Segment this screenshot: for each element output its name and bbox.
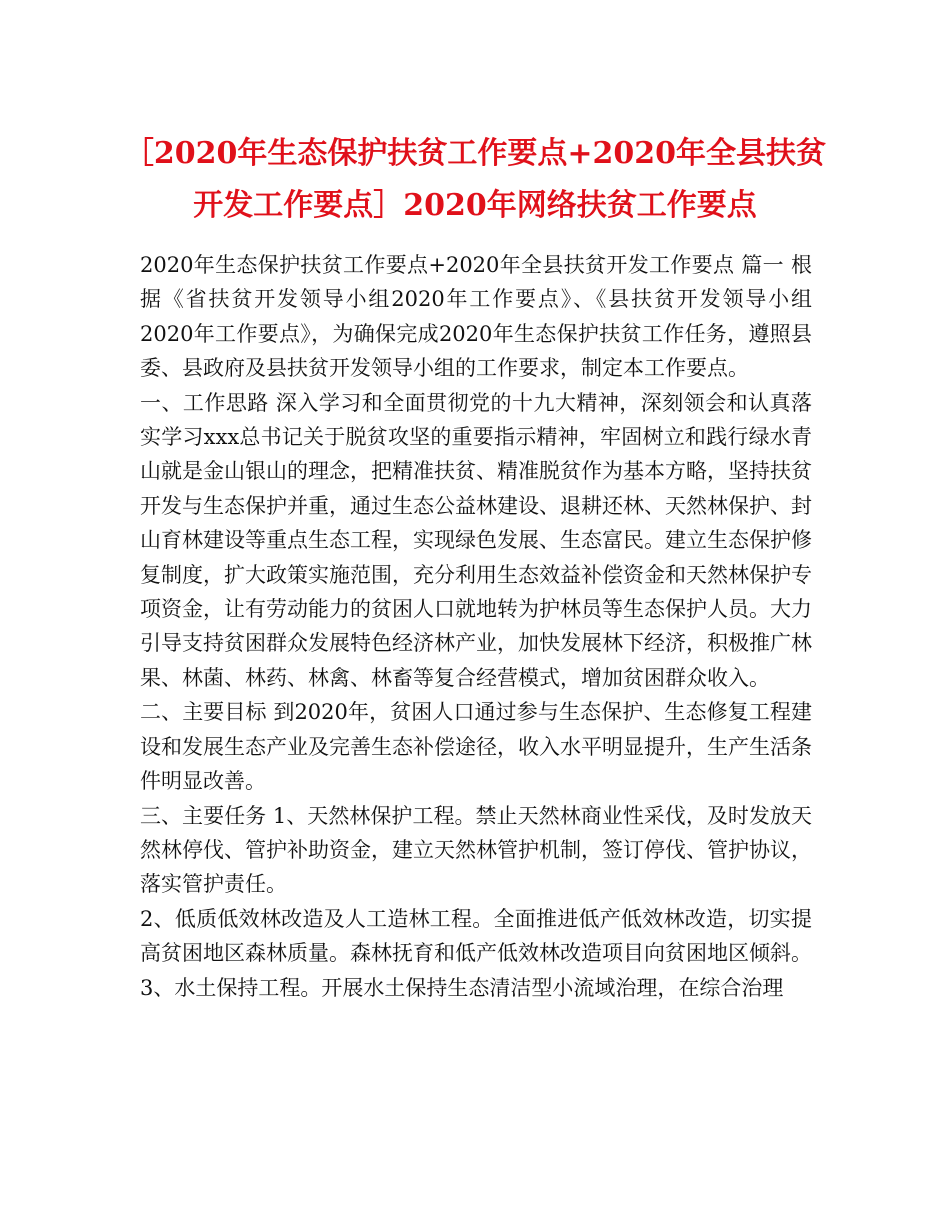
paragraph-task-2: 2、低质低效林改造及人工造林工程。全面推进低产低效林改造，切实提高贫困地区森林质量。森林抚育和低产低效林改造项目向贫困地区倾斜。: [140, 906, 812, 966]
paragraph-work-approach: 一、工作思路 深入学习和全面贯彻党的十九大精神，深刻领会和认真落实学习xxx总书记关于脱贫攻坚的重要指示精神，牢固树立和践行绿水青山就是金山银山的理念，把精准扶贫、精准脱贫作为基本方略，坚持扶贫开发与生态保护并重，通过生态公益林建设、退耕还林、天然林保护、封山育林建设等重点生态工程，实现绿色发展、生态富民。建立生态保护修复制度，扩大政策实施范围，充分利用生态效益补偿资金和天然林保护专项资金，让有劳动能力的贫困人口就地转为护林员等生态保护人员。大力引导支持贫困群众发展特色经济林产业，加快发展林下经济，积极推广林果、林菌、林药、林禽、林畜等复合经营模式，增加贫困群众收入。: [140, 390, 812, 690]
paragraph-task-3: 3、水土保持工程。开展水土保持生态清洁型小流域治理，在综合治理: [140, 975, 784, 1000]
paragraph-main-tasks: 三、主要任务 1、天然林保护工程。禁止天然林商业性采伐，及时发放天然林停伐、管护补助资金，建立天然林管护机制，签订停伐、管护协议，落实管护责任。: [140, 803, 812, 897]
paragraph-intro: 2020年生态保护扶贫工作要点+2020年全县扶贫开发工作要点 篇一 根据《省扶贫开发领导小组2020年工作要点》、《县扶贫开发领导小组2020年工作要点》，为确保完成2020年生态保护扶贫工作任务，遵照县委、县政府及县扶贫开发领导小组的工作要求，制定本工作要点。: [140, 253, 812, 381]
paragraph-main-goal: 二、主要目标 到2020年，贫困人口通过参与生态保护、生态修复工程建设和发展生态产业及完善生态补偿途径，收入水平明显提升，生产生活条件明显改善。: [140, 700, 812, 794]
document-title: ［2020年生态保护扶贫工作要点+2020年全县扶贫开发工作要点］2020年网络扶贫工作要点: [123, 136, 827, 223]
document-body: [140, 248, 812, 1005]
